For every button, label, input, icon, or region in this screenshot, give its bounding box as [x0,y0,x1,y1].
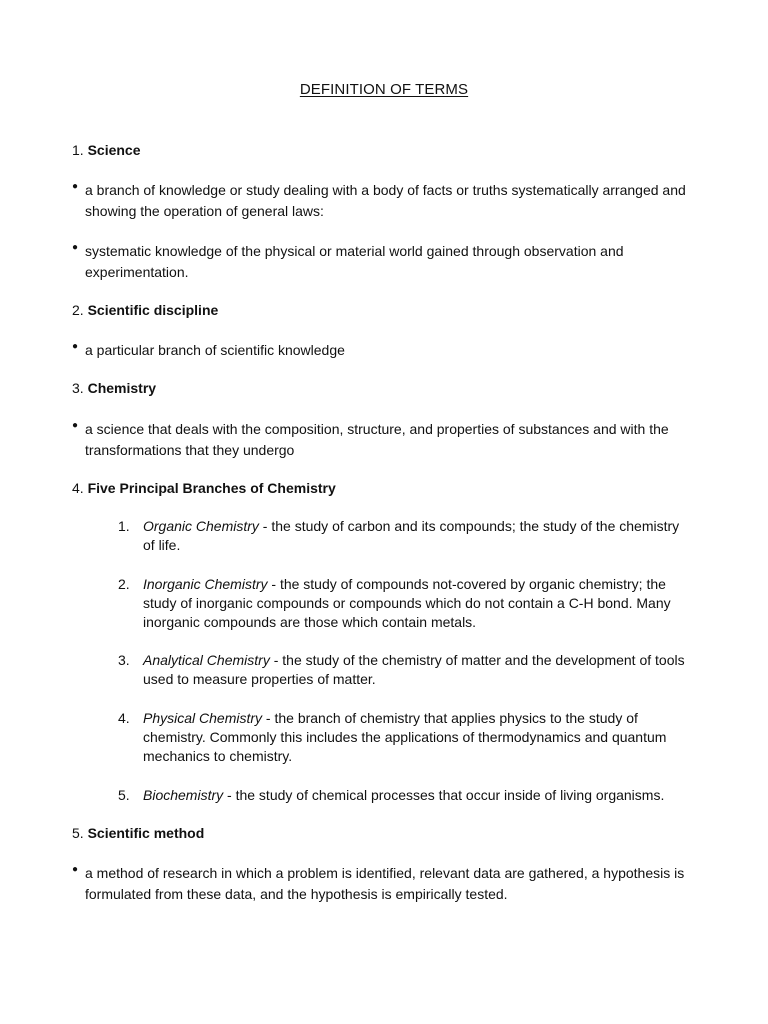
section-term: Five Principal Branches of Chemistry [87,480,336,496]
branch-item-inorganic [118,575,688,632]
list-item [72,340,702,361]
section-heading-scientific-discipline [72,300,218,320]
section-heading-branches [72,478,336,498]
branch-item-physical [118,709,688,766]
branch-item-organic [118,517,688,555]
branch-name: Analytical Chemistry [143,652,270,668]
branch-item-biochemistry [118,786,688,805]
branch-description: - the study of the chemistry of matter and the development of tools used to measure properties of matter. [143,652,685,687]
branch-number: 1. [118,518,130,534]
list-item [72,863,702,904]
bullet-icon: ● [72,341,79,352]
branch-description: - the study of chemical processes that occur inside of living organisms. [223,787,665,803]
section-number: 5. [72,825,84,841]
bullet-icon: ● [72,864,79,875]
branch-name: Inorganic Chemistry [143,576,268,592]
branch-item-analytical [118,651,688,689]
section-heading-chemistry [72,378,156,398]
list-item [72,180,702,221]
section-term: Scientific discipline [87,302,219,318]
branch-description: - the study of carbon and its compounds; the study of the chemistry of life. [143,518,680,553]
section-term: Science [87,142,141,158]
branch-number: 5. [118,787,130,803]
section-number: 2. [72,302,84,318]
list-item [72,419,702,460]
bullet-icon: ● [72,420,79,431]
bullet-icon: ● [72,181,79,192]
bullet-icon: ● [72,242,79,253]
section-number: 4. [72,480,84,496]
section-term: Chemistry [87,380,157,396]
branch-name: Physical Chemistry [143,710,263,726]
branch-number: 3. [118,652,130,668]
branch-description: - the study of compounds not-covered by organic chemistry; the study of inorganic compounds or compounds which do not contain a C-H bond. Many inorganic compounds are those which contain metals. [143,576,671,630]
bullet-text: a science that deals with the composition, structure, and properties of substances and with the transformations that they undergo [85,421,669,458]
section-number: 1. [72,142,84,158]
branch-number: 2. [118,576,130,592]
bullet-text: a particular branch of scientific knowledge [85,342,345,358]
section-heading-science [72,140,141,160]
bullet-text: systematic knowledge of the physical or material world gained through observation and experimentation. [85,243,624,280]
branch-name: Organic Chemistry [143,518,259,534]
section-number: 3. [72,380,84,396]
list-item [72,241,702,282]
branch-number: 4. [118,710,130,726]
section-term: Scientific method [87,825,205,841]
page-title: DEFINITION OF TERMS [299,81,469,98]
branch-name: Biochemistry [143,787,224,803]
branch-description: - the branch of chemistry that applies physics to the study of chemistry. Commonly this includes the applications of thermodynamics and quantum mechanics to chemistry. [143,710,667,764]
section-heading-scientific-method [72,823,204,843]
bullet-text: a branch of knowledge or study dealing with a body of facts or truths systematically arranged and showing the operation of general laws: [85,182,686,219]
bullet-text: a method of research in which a problem is identified, relevant data are gathered, a hypothesis is formulated from these data, and the hypothesis is empirically tested. [85,865,685,902]
